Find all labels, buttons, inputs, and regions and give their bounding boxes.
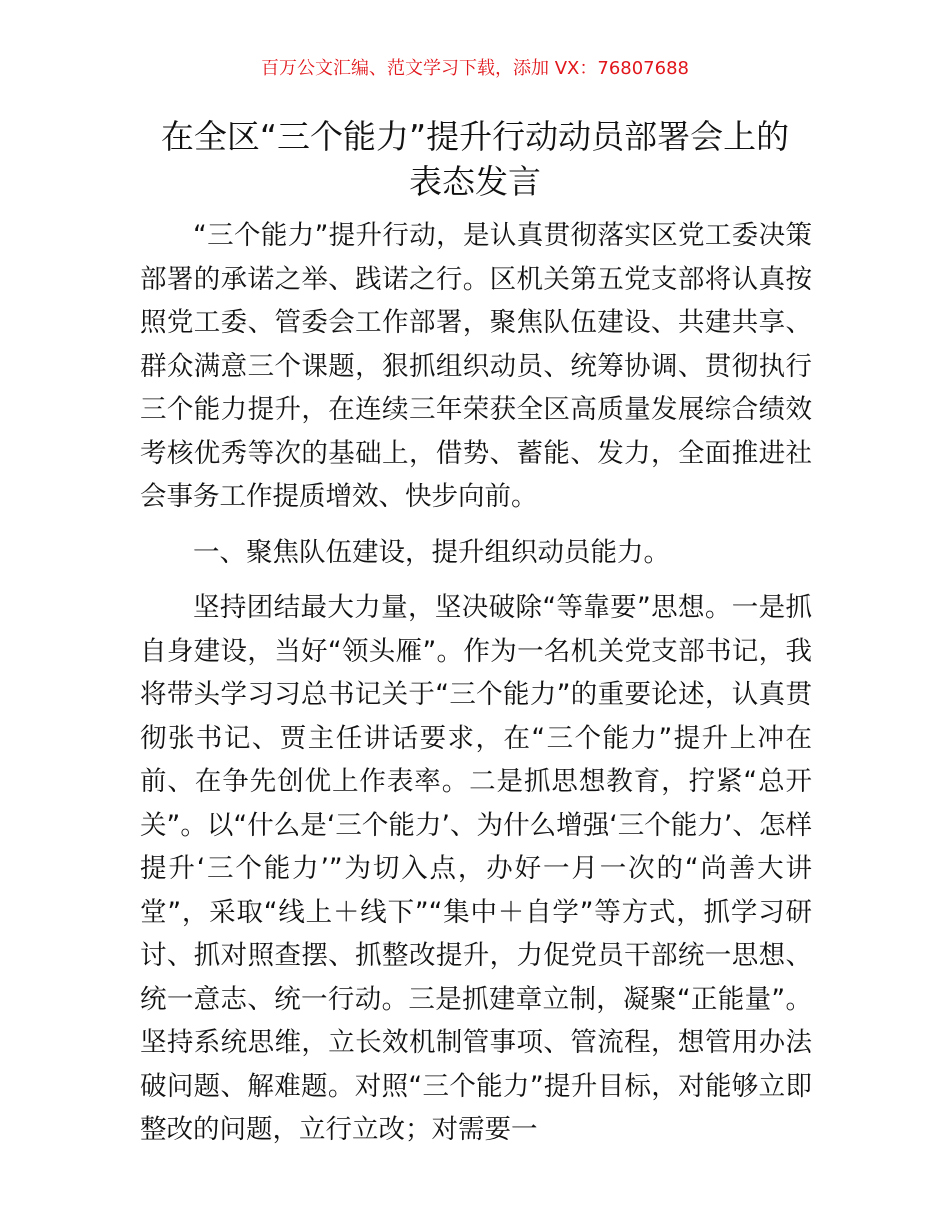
intro-paragraph: “三个能力”提升行动，是认真贯彻落实区党工委决策部署的承诺之举、践诺之行。区机关第五党支部将认真按照党工委、管委会工作部署，聚焦队伍建设、共建共享、群众满意三个课题，狠抓组织动员、统筹协调、贯彻执行三个能力提升，在连续三年荣获全区高质量发展综合绩效考核优秀等次的基础上，借势、蓄能、发力，全面推进社会事务工作提质增效、快步向前。	[140, 220, 812, 512]
section-heading-1: 一、聚焦队伍建设，提升组织动员能力。	[193, 536, 670, 568]
document-title	[120, 114, 830, 204]
promo-header-banner: 百万公文汇编、范文学习下载，添加 VX：76807688	[261, 58, 689, 79]
document-body	[140, 214, 812, 1152]
title-line-2: 表态发言	[409, 162, 541, 201]
title-line-1: 在全区“三个能力”提升行动动员部署会上的	[160, 117, 790, 156]
body-paragraph: 坚持团结最大力量，坚决破除“等靠要”思想。一是抓自身建设，当好“领头雁”。作为一名机关党支部书记，我将带头学习习总书记关于“三个能力”的重要论述，认真贯彻张书记、贾主任讲话要求，在“三个能力”提升上冲在前、在争先创优上作表率。二是抓思想教育，拧紧“总开关”。以“什么是‘三个能力’、为什么增强‘三个能力’、怎样提升‘三个能力’”为切入点，办好一月一次的“尚善大讲堂”，采取“线上＋线下”“集中＋自学”等方式，抓学习研讨、抓对照查摆、抓整改提升，力促党员干部统一思想、统一意志、统一行动。三是抓建章立制，凝聚“正能量”。坚持系统思维，立长效机制管事项、管流程，想管用办法破问题、解难题。对照“三个能力”提升目标，对能够立即整改的问题，立行立改；对需要一	[140, 592, 812, 1145]
